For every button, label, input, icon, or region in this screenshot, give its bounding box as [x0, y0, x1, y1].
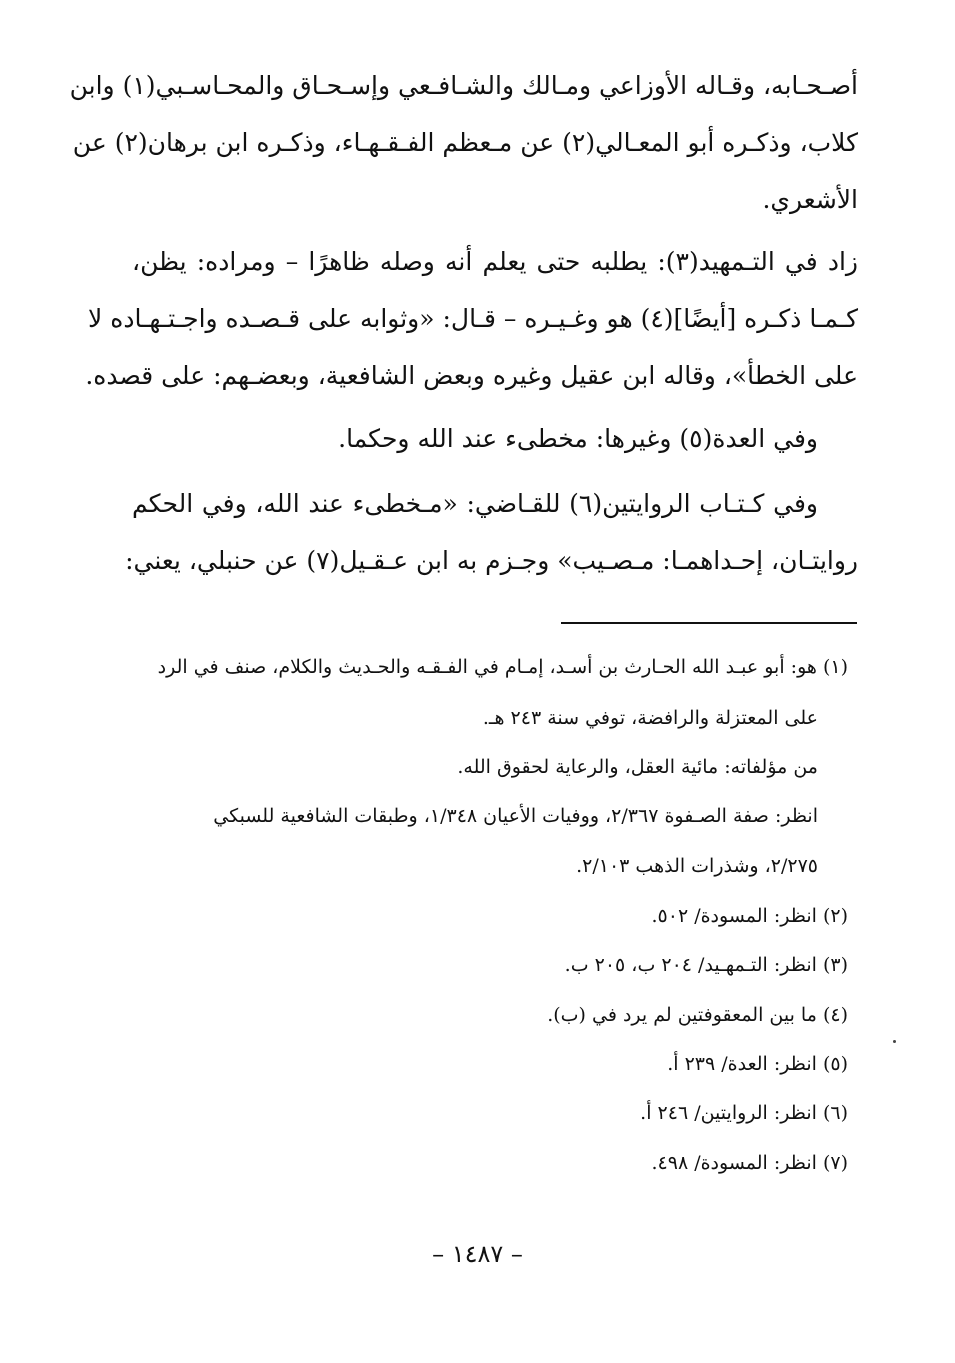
paragraph-3: [132, 410, 858, 467]
text-line: أصـحـابه، وقـاله الأوزاعي ومـالك والشـافـعي وإسـحـاق والمحـاسـبي(١) وابن: [69, 71, 858, 100]
footnote-line: (٣) انظر: التـمهـيد/ ٢٠٤ ب، ٢٠٥ ب.: [564, 954, 848, 976]
footnote-line: (٤) ما بين المعقوفتين لم يرد في (ب).: [547, 1004, 848, 1026]
footnote-line: (٥) انظر: العدة/ ٢٣٩ أ.: [667, 1053, 848, 1075]
footnote-line: (٧) انظر: المسودة/ ٤٩٨.: [651, 1152, 848, 1174]
footnote-separator: [561, 622, 857, 624]
footnote-line: (٢) انظر: المسودة/ ٥٠٢.: [651, 905, 848, 927]
paragraph-1: [69, 57, 858, 228]
footnote-line: انظر: صفة الصـفوة ٢/٣٦٧، ووفيات الأعيان ١/٣٤٨، وطبقات الشافعية للسبكي: [213, 805, 818, 827]
text-line: زاد في التـمهيد(٣): يطلبه حتى يعلم أنه وصله ظاهرًا – ومراده: يظن،: [132, 247, 858, 276]
paragraph-4: [125, 475, 858, 589]
text-line: كـمـا ذكـره [أيضًا](٤) هو وغـيـره – قـال: «وثوابه على قـصـده واجـتـهـاده لا: [88, 304, 858, 333]
paragraph-2: [85, 233, 858, 404]
text-line: على الخطأ»، وقاله ابن عقيل وغيره وبعض الشافعية، وبعضـهم: على قصده.: [85, 361, 858, 390]
page-number: – ١٤٨٧ –: [432, 1240, 523, 1268]
scan-speck: [893, 1040, 896, 1043]
text-line: وفي العدة(٥) وغيرها: مخطىء عند الله وحكما.: [338, 424, 818, 453]
text-line: روايتـان، إحـداهمـا: مـصـيب» وجـزم به ابن عـقـيل(٧) عن حنبلي، يعني:: [125, 546, 858, 575]
footnote-line: من مؤلفاته: مائية العقل، والرعاية لحقوق الله.: [457, 756, 818, 778]
text-line: الأشعري.: [762, 185, 858, 214]
text-line: وفي كـتـاب الروايتين(٦) للقـاضي: «مـخطىء عند الله، وفي الحكم: [132, 489, 818, 518]
footnote-line: (٦) انظر: الروايتين/ ٢٤٦ أ.: [640, 1102, 848, 1124]
footnote-line: ٢/٢٧٥، وشذرات الذهب ٢/١٠٣.: [576, 855, 818, 877]
footnote-line: على المعتزلة والرافضة، توفي سنة ٢٤٣ هـ.: [482, 707, 818, 729]
footnote-line: (١) هو: أبو عبـد الله الحـارث بن أسـد، إمـام في الفـقـه والحـديث والكلام، صنف في الرد: [157, 656, 848, 678]
text-line: كلاب، وذكـره أبو المعـالي(٢) عن مـعظم الفـقـهـاء، وذكـره ابن برهان(٢) عن: [72, 128, 858, 157]
